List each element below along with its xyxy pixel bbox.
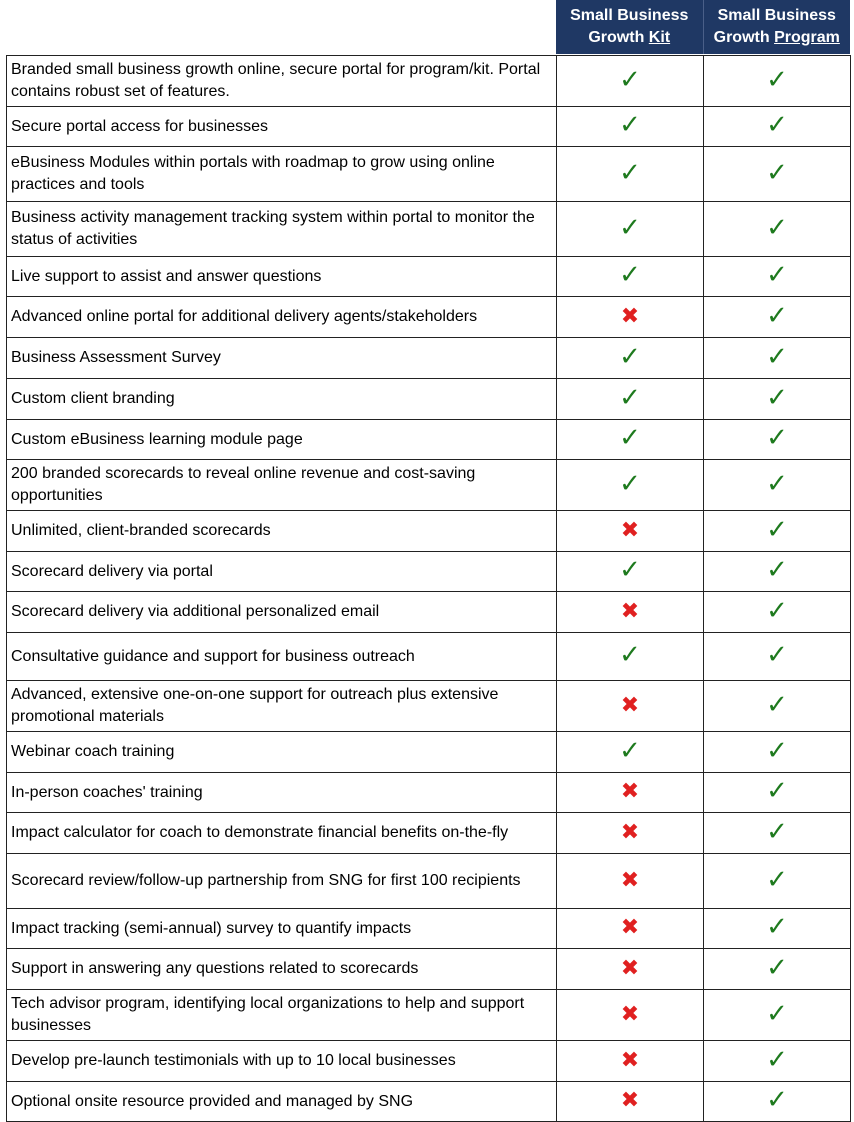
- feature-cell: Advanced, extensive one-on-one support for outreach plus extensive promotional materials: [7, 681, 557, 732]
- table-row: [7, 552, 851, 592]
- checkmark-icon: ✓: [766, 1044, 788, 1075]
- kit-availability-cell: [557, 592, 704, 633]
- feature-cell: Unlimited, client-branded scorecards: [7, 511, 557, 552]
- checkmark-icon: ✓: [766, 514, 788, 545]
- table-row: [7, 257, 851, 297]
- program-availability-cell: [704, 813, 851, 854]
- feature-cell: eBusiness Modules within portals with roadmap to grow using online practices and tools: [7, 147, 557, 202]
- x-mark-icon: ✖: [620, 819, 640, 845]
- kit-availability-cell: [557, 732, 704, 773]
- kit-availability-cell: [557, 552, 704, 592]
- x-mark-icon: ✖: [620, 598, 640, 624]
- checkmark-icon: ✓: [619, 110, 641, 140]
- checkmark-icon: ✓: [619, 212, 641, 243]
- checkmark-icon: ✓: [766, 555, 788, 585]
- table-row: [7, 202, 851, 257]
- table-row: [7, 147, 851, 202]
- program-availability-cell: [704, 633, 851, 681]
- checkmark-icon: ✓: [619, 423, 641, 453]
- program-availability-cell: [704, 420, 851, 460]
- program-availability-cell: [704, 107, 851, 147]
- program-availability-cell: [704, 379, 851, 420]
- table-row: [7, 813, 851, 854]
- checkmark-icon: ✓: [766, 735, 788, 766]
- program-availability-cell: [704, 909, 851, 949]
- kit-availability-cell: [557, 909, 704, 949]
- table-row: [7, 1082, 851, 1122]
- program-availability-cell: [704, 854, 851, 909]
- program-availability-cell: [704, 297, 851, 338]
- checkmark-icon: ✓: [766, 998, 788, 1029]
- comparison-table-body: [7, 56, 851, 1122]
- kit-availability-cell: [557, 147, 704, 202]
- program-availability-cell: [704, 338, 851, 379]
- kit-availability-cell: [557, 813, 704, 854]
- feature-cell: Tech advisor program, identifying local organizations to help and support businesses: [7, 990, 557, 1041]
- checkmark-icon: ✓: [766, 595, 788, 626]
- feature-cell: Scorecard delivery via additional personalized email: [7, 592, 557, 633]
- kit-availability-cell: [557, 420, 704, 460]
- checkmark-icon: ✓: [766, 640, 788, 670]
- checkmark-icon: ✓: [619, 382, 641, 413]
- checkmark-icon: ✓: [766, 300, 788, 331]
- program-availability-cell: [704, 1082, 851, 1122]
- kit-availability-cell: [557, 773, 704, 813]
- feature-cell: Consultative guidance and support for business outreach: [7, 633, 557, 681]
- kit-availability-cell: [557, 1082, 704, 1122]
- kit-availability-cell: [557, 511, 704, 552]
- x-mark-icon: ✖: [620, 1001, 640, 1027]
- table-row: [7, 56, 851, 107]
- x-mark-icon: ✖: [620, 692, 640, 718]
- column-header-kit-line2: [588, 27, 670, 49]
- feature-cell: Scorecard review/follow-up partnership from SNG for first 100 recipients: [7, 854, 557, 909]
- checkmark-icon: ✓: [766, 864, 788, 895]
- feature-cell: Advanced online portal for additional delivery agents/stakeholders: [7, 297, 557, 338]
- x-mark-icon: ✖: [620, 867, 640, 893]
- program-availability-cell: [704, 681, 851, 732]
- feature-cell: Custom client branding: [7, 379, 557, 420]
- table-row: [7, 460, 851, 511]
- table-row: [7, 854, 851, 909]
- program-availability-cell: [704, 257, 851, 297]
- program-availability-cell: [704, 147, 851, 202]
- program-availability-cell: [704, 773, 851, 813]
- table-row: [7, 990, 851, 1041]
- kit-availability-cell: [557, 1041, 704, 1082]
- x-mark-icon: ✖: [620, 517, 640, 543]
- checkmark-icon: ✓: [766, 110, 788, 140]
- feature-cell: Impact tracking (semi-annual) survey to quantify impacts: [7, 909, 557, 949]
- checkmark-icon: ✓: [619, 157, 641, 188]
- program-availability-cell: [704, 460, 851, 511]
- column-header-program-underlined: Program: [774, 29, 840, 46]
- program-availability-cell: [704, 56, 851, 107]
- kit-availability-cell: [557, 633, 704, 681]
- table-row: [7, 949, 851, 990]
- kit-availability-cell: [557, 56, 704, 107]
- checkmark-icon: ✓: [766, 341, 788, 372]
- table-row: [7, 681, 851, 732]
- table-row: [7, 420, 851, 460]
- feature-cell: Scorecard delivery via portal: [7, 552, 557, 592]
- table-row: [7, 379, 851, 420]
- program-availability-cell: [704, 732, 851, 773]
- program-availability-cell: [704, 202, 851, 257]
- checkmark-icon: ✓: [766, 64, 788, 95]
- table-row: [7, 909, 851, 949]
- checkmark-icon: ✓: [619, 640, 641, 670]
- feature-cell: Secure portal access for businesses: [7, 107, 557, 147]
- column-header-kit-prefix: Growth: [588, 29, 649, 46]
- feature-cell: Develop pre-launch testimonials with up to 10 local businesses: [7, 1041, 557, 1082]
- kit-availability-cell: [557, 297, 704, 338]
- checkmark-icon: ✓: [766, 157, 788, 188]
- kit-availability-cell: [557, 949, 704, 990]
- feature-cell: In-person coaches' training: [7, 773, 557, 813]
- feature-cell: 200 branded scorecards to reveal online revenue and cost-saving opportunities: [7, 460, 557, 511]
- table-header: [556, 0, 850, 54]
- x-mark-icon: ✖: [620, 1047, 640, 1073]
- table-row: [7, 732, 851, 773]
- column-header-kit: [556, 0, 703, 54]
- kit-availability-cell: [557, 107, 704, 147]
- x-mark-icon: ✖: [620, 303, 640, 329]
- checkmark-icon: ✓: [619, 341, 641, 372]
- column-header-kit-underlined: Kit: [648, 29, 671, 46]
- checkmark-icon: ✓: [766, 260, 788, 290]
- checkmark-icon: ✓: [766, 912, 788, 942]
- checkmark-icon: ✓: [766, 468, 788, 499]
- table-row: [7, 592, 851, 633]
- feature-cell: Custom eBusiness learning module page: [7, 420, 557, 460]
- feature-cell: Business Assessment Survey: [7, 338, 557, 379]
- table-row: [7, 297, 851, 338]
- column-header-program-line1: Small Business: [717, 7, 836, 24]
- table-row: [7, 511, 851, 552]
- program-availability-cell: [704, 592, 851, 633]
- feature-cell: Webinar coach training: [7, 732, 557, 773]
- feature-cell: Impact calculator for coach to demonstrate financial benefits on-the-fly: [7, 813, 557, 854]
- checkmark-icon: ✓: [766, 689, 788, 720]
- table-row: [7, 338, 851, 379]
- program-availability-cell: [704, 511, 851, 552]
- x-mark-icon: ✖: [620, 779, 640, 804]
- kit-availability-cell: [557, 990, 704, 1041]
- checkmark-icon: ✓: [766, 382, 788, 413]
- program-availability-cell: [704, 949, 851, 990]
- column-header-program-prefix: Growth: [713, 29, 775, 46]
- kit-availability-cell: [557, 257, 704, 297]
- kit-availability-cell: [557, 379, 704, 420]
- x-mark-icon: ✖: [620, 955, 640, 981]
- checkmark-icon: ✓: [766, 952, 788, 983]
- feature-cell: Business activity management tracking system within portal to monitor the status of activities: [7, 202, 557, 257]
- kit-availability-cell: [557, 854, 704, 909]
- feature-cell: Branded small business growth online, secure portal for program/kit. Portal contains robust set of features.: [7, 56, 557, 107]
- checkmark-icon: ✓: [619, 64, 641, 95]
- feature-cell: Live support to assist and answer questions: [7, 257, 557, 297]
- kit-availability-cell: [557, 338, 704, 379]
- kit-availability-cell: [557, 202, 704, 257]
- comparison-table: [6, 55, 851, 1122]
- column-header-kit-line1: Small Business: [570, 7, 689, 24]
- column-header-program: [703, 0, 851, 54]
- checkmark-icon: ✓: [766, 423, 788, 453]
- feature-cell: Optional onsite resource provided and managed by SNG: [7, 1082, 557, 1122]
- table-row: [7, 1041, 851, 1082]
- program-availability-cell: [704, 552, 851, 592]
- checkmark-icon: ✓: [619, 735, 641, 766]
- kit-availability-cell: [557, 460, 704, 511]
- checkmark-icon: ✓: [619, 260, 641, 290]
- program-availability-cell: [704, 990, 851, 1041]
- checkmark-icon: ✓: [766, 776, 788, 806]
- table-row: [7, 107, 851, 147]
- feature-cell: Support in answering any questions related to scorecards: [7, 949, 557, 990]
- table-row: [7, 773, 851, 813]
- checkmark-icon: ✓: [766, 212, 788, 243]
- x-mark-icon: ✖: [620, 1088, 640, 1113]
- checkmark-icon: ✓: [766, 816, 788, 847]
- kit-availability-cell: [557, 681, 704, 732]
- x-mark-icon: ✖: [620, 915, 640, 940]
- checkmark-icon: ✓: [619, 555, 641, 585]
- column-header-program-line2: [714, 27, 840, 49]
- checkmark-icon: ✓: [766, 1085, 788, 1115]
- checkmark-icon: ✓: [619, 468, 641, 499]
- program-availability-cell: [704, 1041, 851, 1082]
- table-row: [7, 633, 851, 681]
